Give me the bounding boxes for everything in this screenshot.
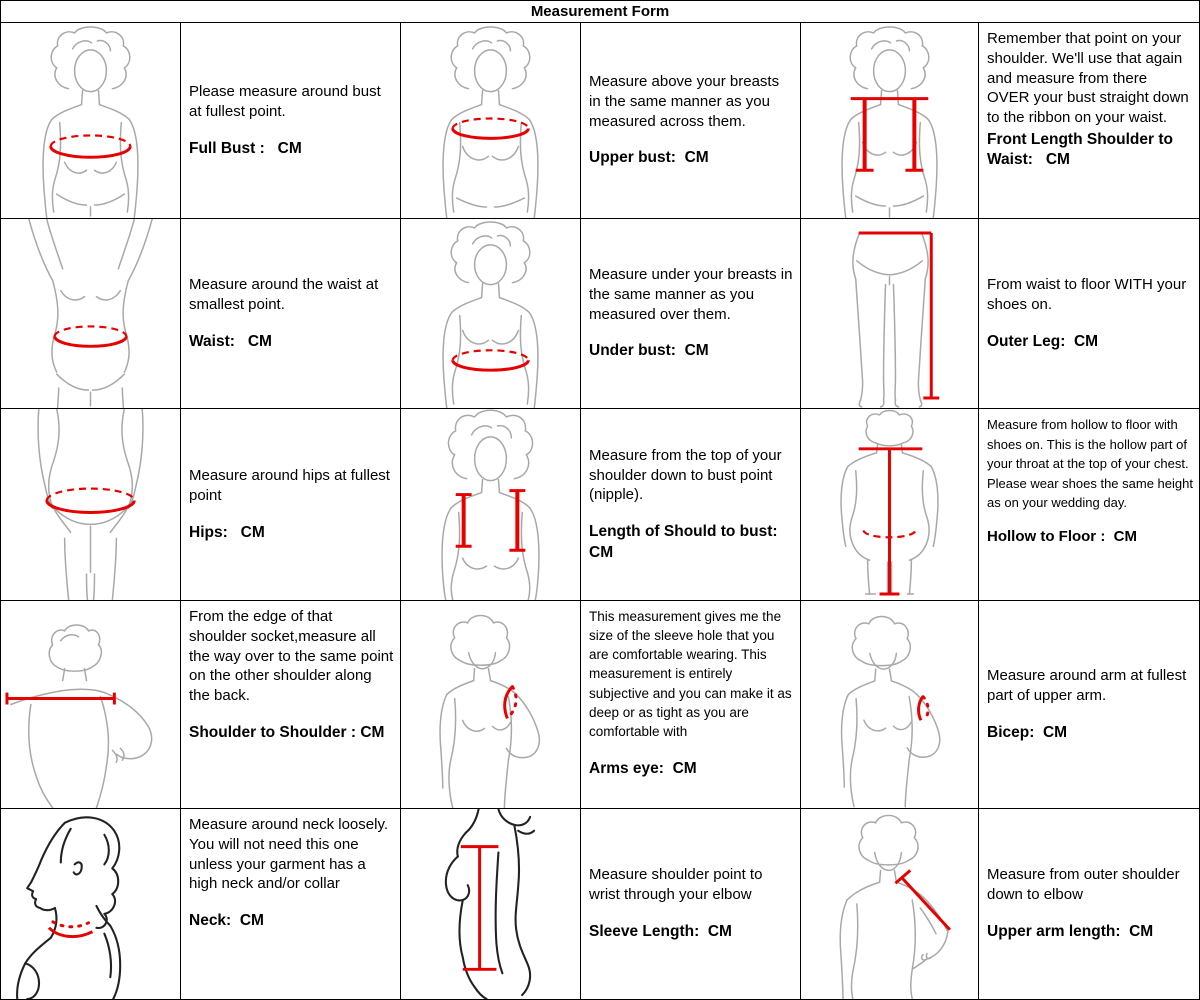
sleeve-length-text-cell [581,809,801,999]
instruction-text: Measure around arm at fullest part of upper arm. [987,666,1191,704]
instruction-text: From the edge of that shoulder socket,measure all the way over to the same point on the other shoulder along the back. [189,608,398,705]
shoulder-to-shoulder-illustration [1,601,180,808]
upper-arm-length-illustration [801,809,978,999]
instruction-text: Measure from outer shoulder down to elbow [987,866,1184,904]
full-bust-illustration [1,23,180,218]
measurement-label: Full Bust : CM [189,139,302,157]
full-bust-figure [1,23,181,219]
instruction-text: Measure from the top of your shoulder down to bust point (nipple). [589,446,786,504]
outer-leg-figure [801,219,979,409]
outer-leg-illustration [801,219,978,408]
form-title: Measurement Form [1,1,1199,23]
instruction-text: Measure above your breasts in the same manner as you measured across them. [589,73,784,130]
measurement-label: Sleeve Length: CM [589,923,732,941]
instruction-text: Measure from hollow to floor with shoes on. This is the hollow part of your throat at the top of your chest. Please wear shoes the same height as on your wedding day. [987,417,1197,510]
instruction-text: Measure around hips at fullest point [189,466,395,504]
arms-eye-illustration [401,601,580,808]
front-length-illustration [801,23,978,218]
under-bust-text-cell [581,219,801,409]
arms-eye-figure [401,601,581,809]
measurement-label: Bicep: CM [987,723,1068,741]
instruction-text: This measurement gives me the size of the sleeve hole that you are comfortable wearing. This measurement is entirely subjective and you can make it as deep or as tight as you are comfortable with [589,609,796,739]
bicep-illustration [801,601,978,808]
upper-bust-figure [401,23,581,219]
bicep-text-cell [979,601,1199,809]
instruction-text: Measure under your breasts in the same manner as you measured over them. [589,266,797,323]
hips-illustration [1,409,180,600]
hollow-to-floor-illustration [801,409,978,600]
shoulder-to-shoulder-text-cell [181,601,401,809]
upper-arm-length-figure [801,809,979,999]
measurement-label: Waist: CM [189,332,272,350]
neck-figure [1,809,181,999]
instruction-text: Measure shoulder point to wrist through your elbow [589,866,767,904]
hips-figure [1,409,181,601]
measurement-label: Upper arm length: CM [987,923,1154,941]
neck-illustration [1,809,180,999]
hollow-to-floor-text-cell [979,409,1199,601]
sleeve-length-illustration [401,809,580,999]
instruction-text: Measure around neck loosely. You will not need this one unless your garment has a high neck and/or collar [189,816,392,893]
front-length-text-cell [979,23,1199,219]
upper-bust-text-cell [581,23,801,219]
shoulder-to-shoulder-figure [1,601,181,809]
measurement-label: Under bust: CM [589,342,709,360]
arms-eye-text-cell [581,601,801,809]
measurement-label: Hips: CM [189,523,265,541]
waist-illustration [1,219,180,408]
shoulder-to-bust-text-cell [581,409,801,601]
front-length-shoulder-to-waist-figure [801,23,979,219]
shoulder-to-bust-figure [401,409,581,601]
instruction-text: Remember that point on your shoulder. We'll use that again and measure from there OVER your bust straight down to the ribbon on your waist. [987,30,1193,127]
instruction-text: Measure around the waist at smallest point. [189,275,383,313]
measurement-label: Upper bust: CM [589,149,709,167]
hollow-to-floor-figure [801,409,979,601]
bicep-figure [801,601,979,809]
measurement-label: Neck: CM [189,912,264,930]
measurement-label: Arms eye: CM [589,760,697,778]
under-bust-figure [401,219,581,409]
sleeve-length-figure [401,809,581,999]
shoulder-to-bust-illustration [401,409,580,600]
measurement-label: Hollow to Floor : CM [987,527,1137,545]
measurement-label: Outer Leg: CM [987,332,1099,350]
measurement-label: Shoulder to Shoulder : CM [189,723,385,741]
measurement-label: Length of Should to bust: CM [589,523,787,561]
outer-leg-text-cell [979,219,1199,409]
hips-text-cell [181,409,401,601]
waist-text-cell [181,219,401,409]
instruction-text: From waist to floor WITH your shoes on. [987,275,1191,313]
waist-figure [1,219,181,409]
instruction-text: Please measure around bust at fullest point. [189,82,385,120]
upper-arm-length-text-cell [979,809,1199,999]
upper-bust-illustration [401,23,580,218]
full-bust-text-cell [181,23,401,219]
neck-text-cell [181,809,401,999]
measurement-label: Front Length Shoulder to Waist: CM [987,130,1178,169]
under-bust-illustration [401,219,580,408]
